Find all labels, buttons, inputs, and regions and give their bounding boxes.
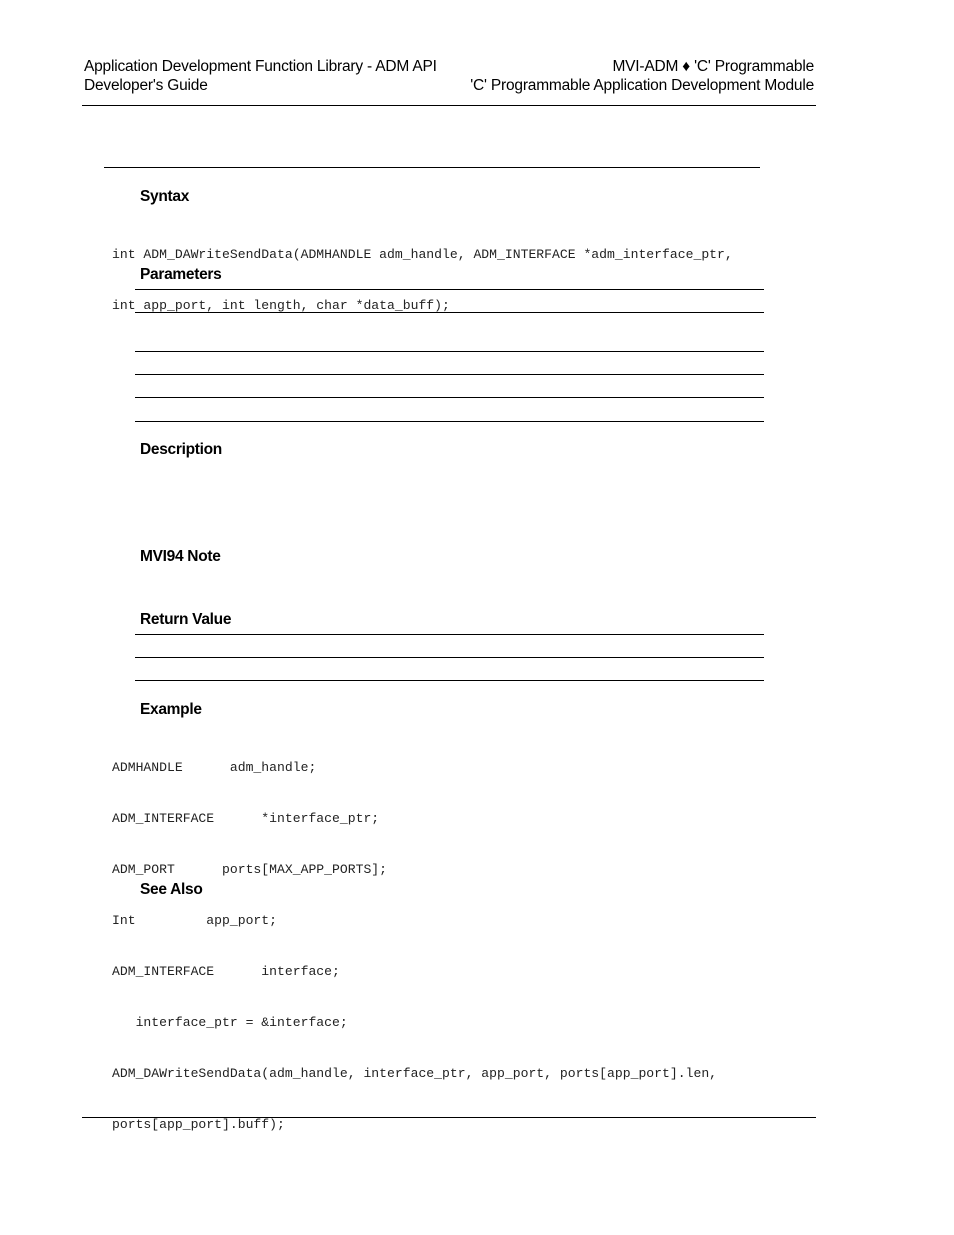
return-value-table-rule (135, 634, 764, 635)
header-rule (82, 105, 816, 106)
example-code-block (112, 725, 717, 1150)
example-code-line: ADM_INTERFACE *interface_ptr; (112, 811, 380, 826)
example-code-line: ADM_INTERFACE interface; (112, 964, 340, 979)
return-value-table-rule (135, 657, 764, 658)
footer-rule (82, 1117, 816, 1118)
example-code-line: interface_ptr = &interface; (112, 1015, 348, 1030)
mvi94-note-heading: MVI94 Note (140, 548, 221, 565)
header-right (470, 57, 814, 95)
header-module: 'C' Programmable Application Development Module (470, 77, 814, 94)
see-also-heading: See Also (140, 881, 203, 898)
parameters-table-rule (135, 374, 764, 375)
return-value-table-rule (135, 680, 764, 681)
example-code-line: Int app_port; (112, 913, 278, 928)
example-code-line: ADMHANDLE adm_handle; (112, 760, 317, 775)
syntax-code-line: int app_port, int length, char *data_buff); (112, 298, 450, 313)
header-title: Application Development Function Library - ADM API (84, 58, 437, 75)
parameters-table-rule (135, 312, 764, 313)
header-product: MVI-ADM ♦ 'C' Programmable (612, 58, 814, 75)
syntax-code-line: int ADM_DAWriteSendData(ADMHANDLE adm_handle, ADM_INTERFACE *adm_interface_ptr, (112, 247, 733, 262)
parameters-table-rule (135, 397, 764, 398)
description-heading: Description (140, 441, 222, 458)
parameters-table-rule (135, 421, 764, 422)
example-heading: Example (140, 701, 202, 718)
example-code-line: ADM_PORT ports[MAX_APP_PORTS]; (112, 862, 388, 877)
header-left (84, 57, 437, 95)
function-title-rule (104, 167, 760, 168)
return-value-heading: Return Value (140, 611, 232, 628)
parameters-table-rule (135, 351, 764, 352)
example-code-line: ADM_DAWriteSendData(adm_handle, interface_ptr, app_port, ports[app_port].len, (112, 1066, 718, 1081)
header-subtitle: Developer's Guide (84, 77, 208, 94)
parameters-table-rule (135, 289, 764, 290)
syntax-heading: Syntax (140, 188, 190, 205)
example-code-line: ports[app_port].buff); (112, 1117, 285, 1132)
parameters-heading: Parameters (140, 266, 222, 283)
